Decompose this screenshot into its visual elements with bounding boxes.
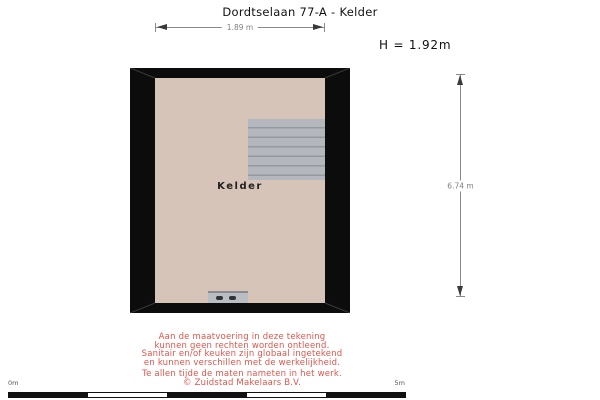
dimension-end-tick bbox=[456, 296, 465, 297]
room-label: Kelder bbox=[217, 181, 263, 192]
arrow-down-icon bbox=[457, 286, 463, 296]
disclaimer-line: Te allen tijde de maten nameten in het werk. bbox=[142, 369, 342, 379]
scale-end-label: 5m bbox=[394, 379, 405, 387]
scale-bar bbox=[8, 392, 406, 398]
width-dimension bbox=[155, 21, 325, 35]
disclaimer-line: en kunnen verschillen met de werkelijkheid. bbox=[143, 357, 341, 368]
ceiling-height-label: H = 1.92m bbox=[379, 38, 452, 52]
fixture-box bbox=[208, 291, 248, 303]
disclaimer-line: kunnen geen rechten worden ontleend. bbox=[154, 340, 330, 351]
arrow-right-icon bbox=[313, 24, 323, 30]
length-dimension-label: 6.74 m bbox=[447, 181, 474, 190]
arrow-left-icon bbox=[157, 24, 167, 30]
dimension-end-tick bbox=[155, 23, 156, 32]
length-dimension bbox=[447, 74, 474, 297]
page-title: Dordtselaan 77-A - Kelder bbox=[222, 5, 378, 19]
scale-bar-segment bbox=[167, 393, 246, 397]
disclaimer-line: Aan de maatvoering in deze tekening bbox=[158, 332, 326, 342]
room-floor bbox=[155, 78, 325, 303]
width-dimension-label: 1.89 m bbox=[222, 23, 258, 32]
floorplan-walls bbox=[130, 68, 350, 313]
fixture-knob bbox=[216, 296, 223, 300]
fixture-knob bbox=[229, 296, 236, 300]
scale-bar-segment bbox=[326, 393, 405, 397]
disclaimer-copyright: © Zuidstad Makelaars B.V. bbox=[183, 377, 301, 388]
disclaimer-line: Sanitair en/of keuken zijn globaal ingetekend bbox=[141, 349, 343, 359]
dimension-end-tick bbox=[324, 23, 325, 32]
scale-start-label: 0m bbox=[8, 379, 19, 387]
stairs bbox=[248, 119, 325, 180]
arrow-up-icon bbox=[457, 75, 463, 85]
scale-bar-segment bbox=[9, 393, 88, 397]
